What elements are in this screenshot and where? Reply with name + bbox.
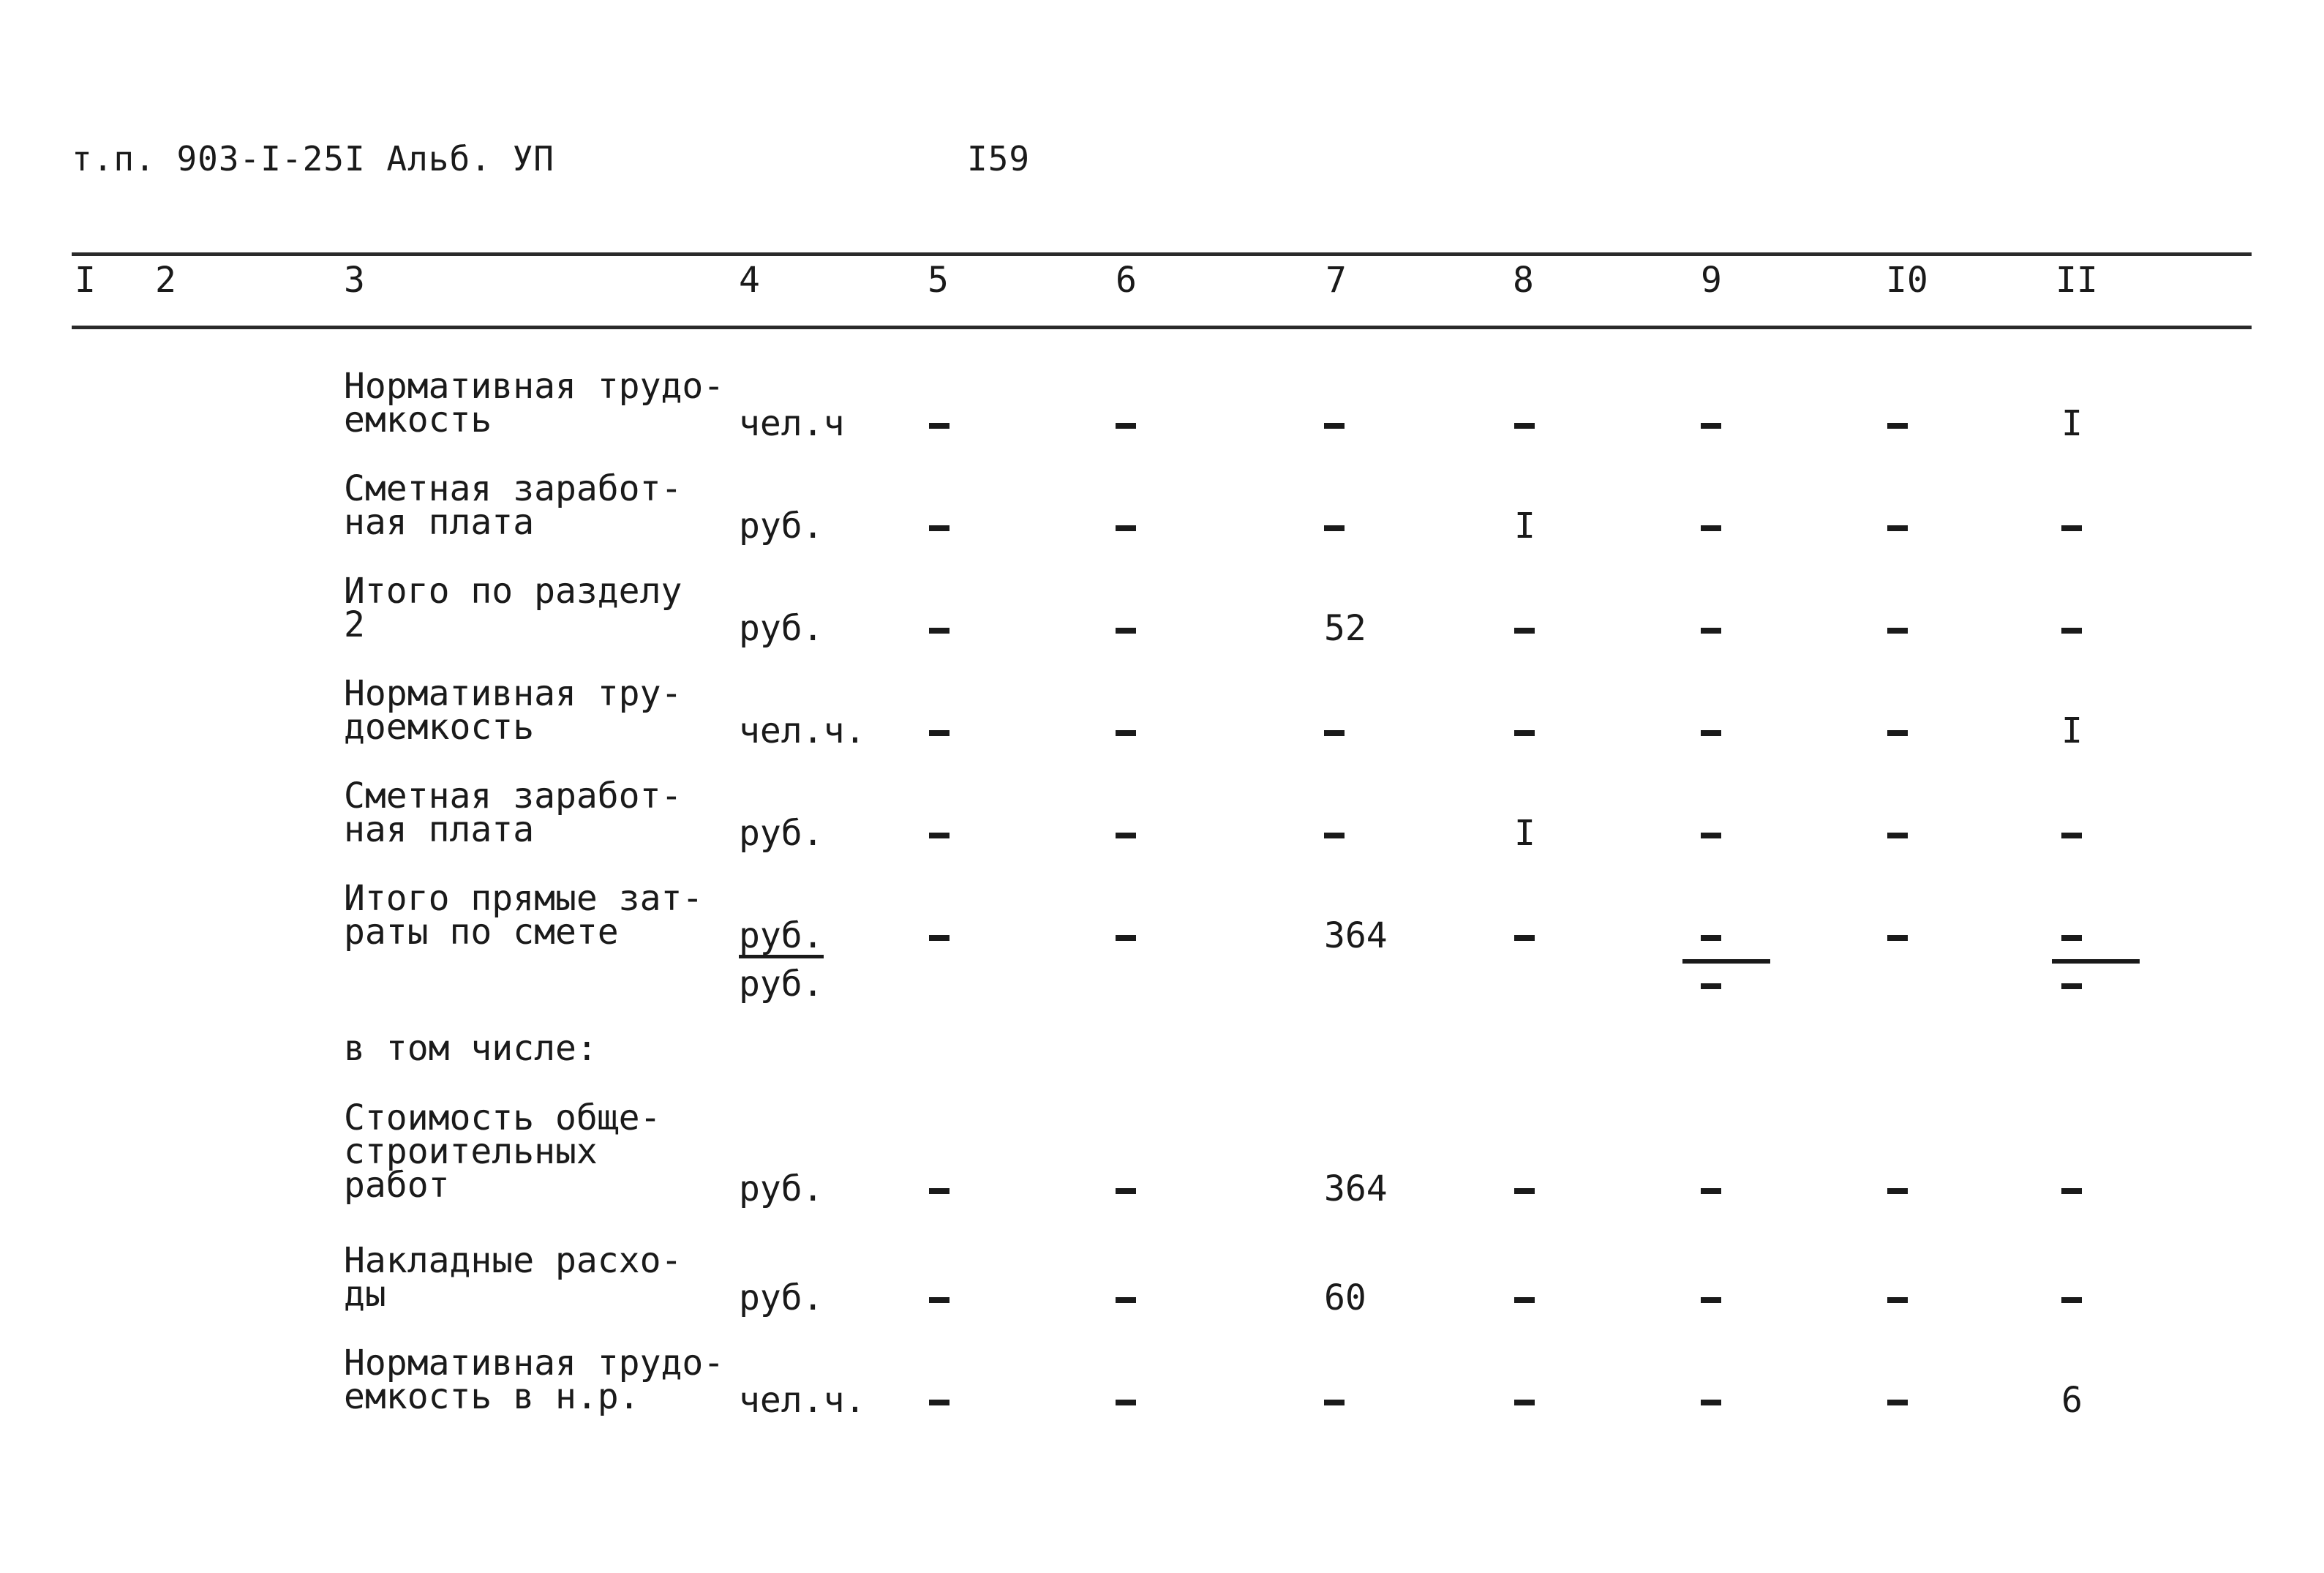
dash-mark <box>1324 730 1345 736</box>
cell-c5 <box>929 918 949 953</box>
unit-cell: руб. <box>739 918 824 958</box>
column-header-11: II <box>2056 260 2098 301</box>
cell-c9 <box>1701 918 1721 953</box>
cell-c7 <box>1324 406 1345 441</box>
cell-c9 <box>1701 406 1721 441</box>
cell-c8 <box>1514 713 1535 748</box>
column-header-8: 8 <box>1513 260 1534 301</box>
unit-cell: руб. <box>739 506 824 547</box>
cell-c10 <box>1887 1383 1908 1418</box>
table-top-rule <box>72 252 2252 256</box>
cell-c11: 6 <box>2061 1380 2083 1421</box>
dash-mark <box>2061 1297 2082 1303</box>
cell-c6 <box>1116 611 1136 646</box>
dash-mark <box>2061 525 2082 531</box>
unit-cell: чел.ч <box>739 403 845 444</box>
dash-mark <box>1701 628 1721 634</box>
cell-c5 <box>929 816 949 851</box>
row-label-line: Нормативная трудо- <box>344 1343 725 1384</box>
dash-mark <box>1514 423 1535 429</box>
unit-cell: чел.ч. <box>739 710 866 751</box>
unit-cell: чел.ч. <box>739 1380 866 1421</box>
dash-mark <box>929 525 949 531</box>
dash-mark <box>1514 628 1535 634</box>
cell-c10 <box>1887 713 1908 748</box>
fraction-line <box>2052 959 2140 964</box>
cell-c8 <box>1514 918 1535 953</box>
dash-mark <box>1514 1188 1535 1194</box>
row-label <box>344 776 682 850</box>
cell-c5 <box>929 1280 949 1315</box>
dash-mark <box>929 730 949 736</box>
row-label <box>344 571 682 645</box>
dash-mark <box>1887 1400 1908 1405</box>
row-label-line: строительных <box>344 1131 598 1172</box>
dash-mark <box>1514 1400 1535 1405</box>
cell-c6 <box>1116 713 1136 748</box>
dash-mark <box>2061 983 2082 989</box>
cell-c9 <box>1701 1383 1721 1418</box>
dash-mark <box>1324 1400 1345 1405</box>
column-header-1: I <box>75 260 96 301</box>
row-label-line: раты по смете <box>344 912 619 953</box>
row-label-line: Накладные расхо- <box>344 1240 682 1281</box>
column-header-10: I0 <box>1886 260 1928 301</box>
dash-mark <box>1701 935 1721 941</box>
dash-mark <box>929 833 949 838</box>
dash-mark <box>1324 423 1345 429</box>
cell-c6 <box>1116 508 1136 544</box>
cell-c5 <box>929 713 949 748</box>
row-label-line: Сметная заработ- <box>344 468 682 509</box>
cell-c7: 52 <box>1324 608 1366 649</box>
row-label-line: 2 <box>344 604 365 645</box>
row-label-line: ды <box>344 1274 386 1315</box>
dash-mark <box>929 1297 949 1303</box>
dash-mark <box>1324 525 1345 531</box>
cell-c5 <box>929 1171 949 1206</box>
row-label-line: работ <box>344 1165 450 1206</box>
dash-mark <box>1887 1188 1908 1194</box>
cell-c9b <box>1701 966 1721 1002</box>
column-header-7: 7 <box>1325 260 1347 301</box>
dash-mark <box>1887 730 1908 736</box>
cell-c10 <box>1887 406 1908 441</box>
cell-c8: I <box>1514 506 1535 547</box>
page-number: I59 <box>967 139 1031 179</box>
column-header-4: 4 <box>739 260 760 301</box>
cell-c7: 364 <box>1324 915 1388 956</box>
dash-mark <box>929 1400 949 1405</box>
dash-mark <box>1514 935 1535 941</box>
column-header-3: 3 <box>344 260 365 301</box>
cell-c11 <box>2061 816 2082 851</box>
dash-mark <box>1701 833 1721 838</box>
cell-c5 <box>929 611 949 646</box>
dash-mark <box>1887 833 1908 838</box>
column-header-2: 2 <box>155 260 176 301</box>
dash-mark <box>1887 423 1908 429</box>
unit-cell: руб. <box>739 1168 824 1209</box>
cell-c6 <box>1116 1383 1136 1418</box>
cell-c11: I <box>2061 710 2083 751</box>
row-label <box>344 1028 598 1069</box>
dash-mark <box>1701 1297 1721 1303</box>
cell-c6 <box>1116 816 1136 851</box>
cell-c6 <box>1116 1280 1136 1315</box>
row-label-line: Итого прямые зат- <box>344 878 704 919</box>
cell-c10 <box>1887 508 1908 544</box>
cell-c10 <box>1887 816 1908 851</box>
cell-c7 <box>1324 816 1345 851</box>
dash-mark <box>1701 525 1721 531</box>
dash-mark <box>1887 525 1908 531</box>
row-label <box>344 1097 661 1206</box>
cell-c9 <box>1701 508 1721 544</box>
row-label <box>344 878 704 953</box>
cell-c11 <box>2061 1171 2082 1206</box>
dash-mark <box>1116 1400 1136 1405</box>
dash-mark <box>1116 628 1136 634</box>
cell-c8 <box>1514 406 1535 441</box>
dash-mark <box>1701 983 1721 989</box>
cell-c8 <box>1514 611 1535 646</box>
column-header-5: 5 <box>928 260 949 301</box>
row-label-line: ная плата <box>344 502 535 543</box>
cell-c7 <box>1324 713 1345 748</box>
dash-mark <box>929 935 949 941</box>
cell-c8 <box>1514 1280 1535 1315</box>
cell-c5 <box>929 406 949 441</box>
row-label-line: Стоимость обще- <box>344 1097 661 1138</box>
dash-mark <box>1116 423 1136 429</box>
cell-c9 <box>1701 816 1721 851</box>
dash-mark <box>1116 525 1136 531</box>
cell-c7 <box>1324 1383 1345 1418</box>
dash-mark <box>1116 1188 1136 1194</box>
row-label <box>344 468 682 543</box>
unit-cell: руб. <box>739 1277 824 1318</box>
cell-c9 <box>1701 1171 1721 1206</box>
column-header-9: 9 <box>1701 260 1722 301</box>
cell-c7: 364 <box>1324 1168 1388 1209</box>
cell-c9 <box>1701 1280 1721 1315</box>
row-label-line: емкость <box>344 399 492 440</box>
unit-cell-lower: руб. <box>739 964 824 1005</box>
cell-c11 <box>2061 918 2082 953</box>
cell-c11 <box>2061 1280 2082 1315</box>
cell-c11b <box>2061 966 2082 1002</box>
dash-mark <box>2061 628 2082 634</box>
row-label-line: доемкость <box>344 707 535 748</box>
cell-c6 <box>1116 1171 1136 1206</box>
column-header-6: 6 <box>1116 260 1137 301</box>
unit-cell: руб. <box>739 608 824 649</box>
row-label-line: Итого по разделу <box>344 571 682 612</box>
fraction-line <box>1682 959 1770 964</box>
dash-mark <box>1701 730 1721 736</box>
cell-c10 <box>1887 611 1908 646</box>
dash-mark <box>1116 1297 1136 1303</box>
unit-cell: руб. <box>739 813 824 854</box>
row-label-line: ная плата <box>344 809 535 850</box>
cell-c7: 60 <box>1324 1277 1366 1318</box>
cell-c8: I <box>1514 813 1535 854</box>
cell-c11 <box>2061 508 2082 544</box>
cell-c6 <box>1116 406 1136 441</box>
dash-mark <box>1701 423 1721 429</box>
row-label-line: емкость в н.р. <box>344 1376 640 1417</box>
table-header-rule <box>72 326 2252 329</box>
dash-mark <box>1514 1297 1535 1303</box>
dash-mark <box>1116 935 1136 941</box>
cell-c8 <box>1514 1383 1535 1418</box>
row-label <box>344 366 725 440</box>
cell-c9 <box>1701 611 1721 646</box>
row-label-line: в том числе: <box>344 1028 598 1069</box>
row-label-line: Нормативная трудо- <box>344 366 725 407</box>
cell-c5 <box>929 1383 949 1418</box>
dash-mark <box>2061 935 2082 941</box>
cell-c11: I <box>2061 403 2083 444</box>
dash-mark <box>1887 1297 1908 1303</box>
dash-mark <box>1701 1400 1721 1405</box>
dash-mark <box>1324 833 1345 838</box>
dash-mark <box>1514 730 1535 736</box>
cell-c7 <box>1324 508 1345 544</box>
row-label-line: Нормативная тру- <box>344 673 682 714</box>
dash-mark <box>2061 1188 2082 1194</box>
dash-mark <box>929 1188 949 1194</box>
cell-c8 <box>1514 1171 1535 1206</box>
dash-mark <box>929 423 949 429</box>
cell-c11 <box>2061 611 2082 646</box>
cell-c6 <box>1116 918 1136 953</box>
dash-mark <box>1116 833 1136 838</box>
dash-mark <box>1887 935 1908 941</box>
row-label <box>344 1240 682 1315</box>
dash-mark <box>2061 833 2082 838</box>
cell-c10 <box>1887 918 1908 953</box>
document-reference: т.п. 903-I-25I Альб. УП <box>72 139 554 179</box>
row-label <box>344 1343 725 1417</box>
dash-mark <box>1887 628 1908 634</box>
cell-c5 <box>929 508 949 544</box>
row-label-line: Сметная заработ- <box>344 776 682 816</box>
dash-mark <box>929 628 949 634</box>
cell-c9 <box>1701 713 1721 748</box>
row-label <box>344 673 682 748</box>
dash-mark <box>1701 1188 1721 1194</box>
cell-c10 <box>1887 1171 1908 1206</box>
cell-c10 <box>1887 1280 1908 1315</box>
dash-mark <box>1116 730 1136 736</box>
